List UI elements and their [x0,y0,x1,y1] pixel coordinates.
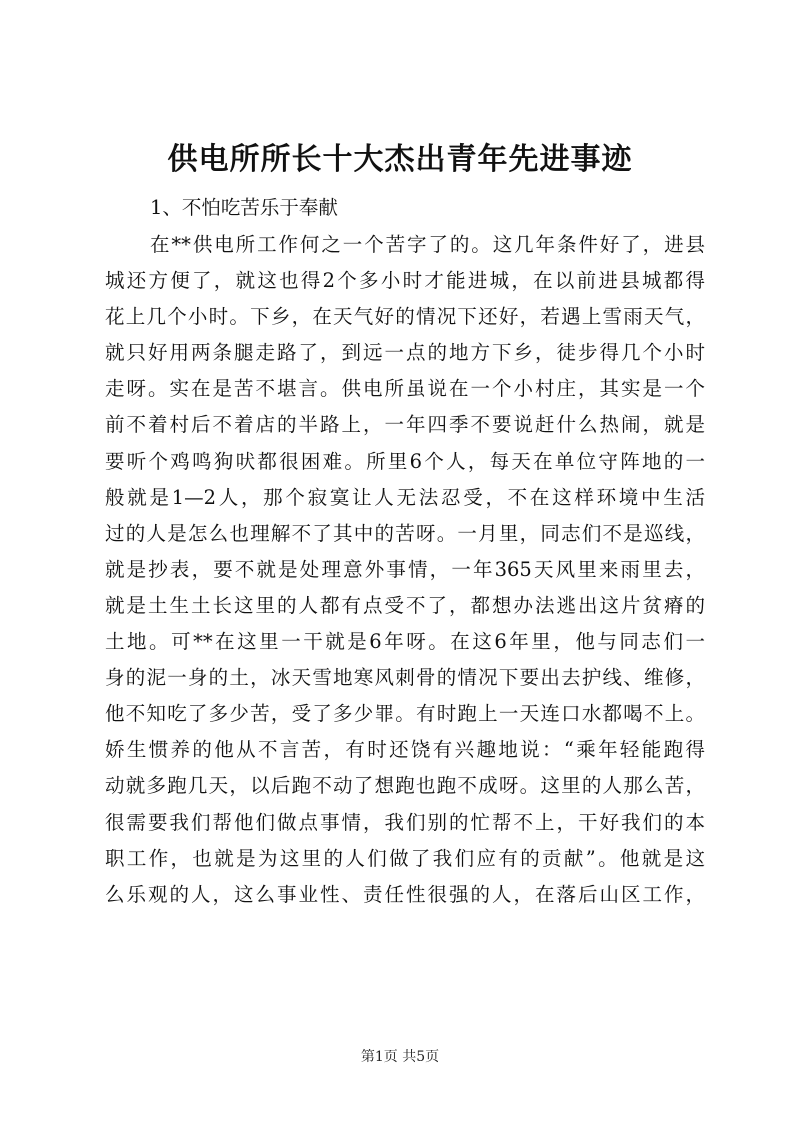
paragraph-line: 花上几个小时。下乡，在天气好的情况下还好，若遇上雪雨天气， [105,305,705,329]
paragraph-line: 职工作，也就是为这里的人们做了我们应有的贡献”。他就是这 [105,846,705,870]
paragraph-line: 般就是1—2人，那个寂寞让人无法忍受，不在这样环境中生活 [105,485,705,509]
page-footer: 第1页 共5页 [360,1049,440,1065]
paragraph-line: 前不着村后不着店的半路上，一年四季不要说赶什么热闹，就是 [105,413,705,437]
paragraph-line: 土地。可**在这里一干就是6年呀。在这6年里，他与同志们一 [105,630,705,654]
paragraph-line: 就只好用两条腿走路了，到远一点的地方下乡，徒步得几个小时 [105,341,705,365]
paragraph-line: 就是抄表，要不就是处理意外事情，一年365天风里来雨里去， [105,557,705,581]
paragraph-line: 在**供电所工作何之一个苦字了的。这几年条件好了，进县 [150,233,705,256]
paragraph-line: 走呀。实在是苦不堪言。供电所虽说在一个小村庄，其实是一个 [105,377,705,401]
section-heading: 1、不怕吃苦乐于奉献 [150,196,338,219]
paragraph-line: 娇生惯养的他从不言苦，有时还饶有兴趣地说：“乘年轻能跑得 [105,738,705,762]
paragraph-line: 么乐观的人，这么事业性、责任性很强的人，在落后山区工作， [105,882,705,906]
paragraph-line: 城还方便了，就这也得2个多小时才能进城，在以前进县城都得 [105,269,705,293]
paragraph-line: 要听个鸡鸣狗吠都很困难。所里6个人，每天在单位守阵地的一 [105,449,705,473]
document-title: 供电所所长十大杰出青年先进事迹 [167,142,633,177]
paragraph-line: 过的人是怎么也理解不了其中的苦呀。一月里，同志们不是巡线， [105,521,705,545]
paragraph-line: 他不知吃了多少苦，受了多少罪。有时跑上一天连口水都喝不上。 [105,702,705,726]
paragraph-line: 动就多跑几天，以后跑不动了想跑也跑不成呀。这里的人那么苦， [105,774,705,798]
paragraph-line: 很需要我们帮他们做点事情，我们别的忙帮不上，干好我们的本 [105,810,705,834]
paragraph-line: 就是土生土长这里的人都有点受不了，都想办法逃出这片贫瘠的 [105,593,705,617]
body-paragraph [105,227,705,913]
paragraph-line: 身的泥一身的土，冰天雪地寒风刺骨的情况下要出去护线、维修， [105,666,705,690]
